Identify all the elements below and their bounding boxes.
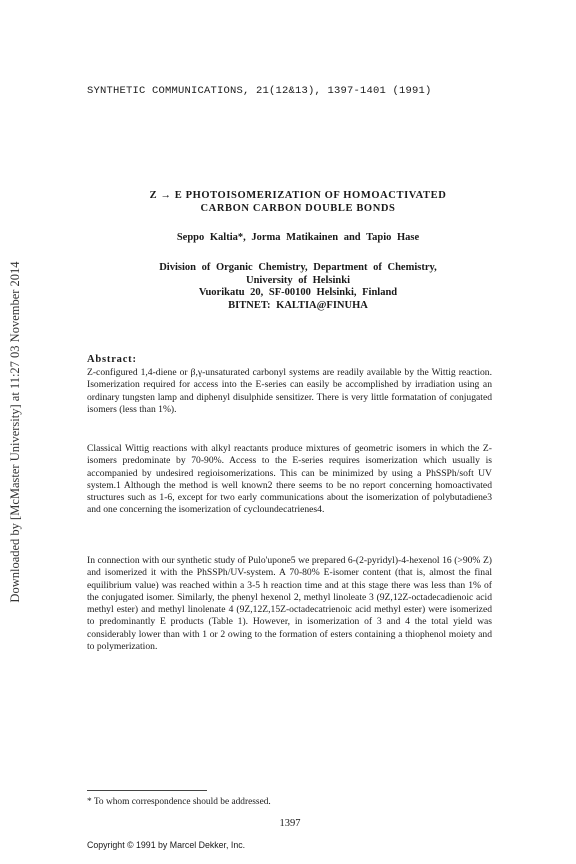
footnote-divider [87, 790, 207, 791]
body-paragraph-2: In connection with our synthetic study of Pulo'upone5 we prepared 6-(2-pyridyl)-4-hexenol 16 (>90% Z) and isomerized it with the PhSSPh/UV-system. A 70-80% E-isomer content (that is, almost the final equilibrium value) was reached within a 3-5 h reaction time and at this stage there was less than 1% of the conjugated isomer. Similarly, the phenyl hexenol 2, methyl linoleate 3 (9Z,12Z-octadecadienoic acid methyl ester) and methyl linolenate 4 (9Z,12Z,15Z-octadecatrienoic acid methyl ester) were isomerized to predominantly E products (Table 1). However, in isomerization of 3 and 4 the total yield was considerably lower than with 1 or 2 owing to the formation of esters containing a thiophenol moiety and to polymerization. [87, 555, 492, 653]
affiliation [60, 262, 536, 312]
journal-citation: SYNTHETIC COMMUNICATIONS, 21(12&13), 1397-1401 (1991) [87, 85, 432, 97]
affiliation-line-1: Division of Organic Chemistry, Department of Chemistry, [159, 262, 437, 273]
abstract-heading: Abstract: [87, 354, 137, 365]
title-line-2: CARBON CARBON DOUBLE BONDS [200, 203, 396, 214]
footnote: * To whom correspondence should be addressed. [87, 797, 271, 807]
affiliation-line-2: University of Helsinki [245, 274, 350, 286]
copyright-notice: Copyright © 1991 by Marcel Dekker, Inc. [87, 840, 246, 850]
author-list: Seppo Kaltia*, Jorma Matikainen and Tapio Hase [176, 232, 420, 243]
paper-title [60, 189, 536, 215]
page-number: 1397 [279, 818, 301, 829]
body-paragraph-1: Classical Wittig reactions with alkyl reactants produce mixtures of geometric isomers in which the Z-isomers predominate by 70-90%. Access to the E-series requires isomerization which usually is accompanied by undesired regioisomerizations. This can be minimized by using a PhSSPh/soft UV system.1 Although the method is well known2 there seems to be no report concerning homoactivated structures such as 1-6, except for two early communications about the isomerization of polybutadiene3 and one concerning the isomerization of cycloundecatrienes4. [87, 443, 492, 516]
abstract-text: Z-configured 1,4-diene or β,γ-unsaturated carbonyl systems are readily available by the Wittig reaction. Isomerization required for access into the E-series can easily be accomplished by irradiation using an ordinary tungsten lamp and diphenyl disulphide sensitizer. There is very little formatation of conjugated isomers (less than 1%). [87, 367, 492, 415]
affiliation-line-3: Vuorikatu 20, SF-00100 Helsinki, Finland [198, 287, 398, 298]
title-line-1: Z → E PHOTOISOMERIZATION OF HOMOACTIVATED [149, 190, 447, 201]
affiliation-line-4: BITNET: KALTIA@FINUHA [228, 299, 368, 311]
download-watermark: Downloaded by [McMaster University] at 11:27 03 November 2014 [8, 261, 22, 603]
